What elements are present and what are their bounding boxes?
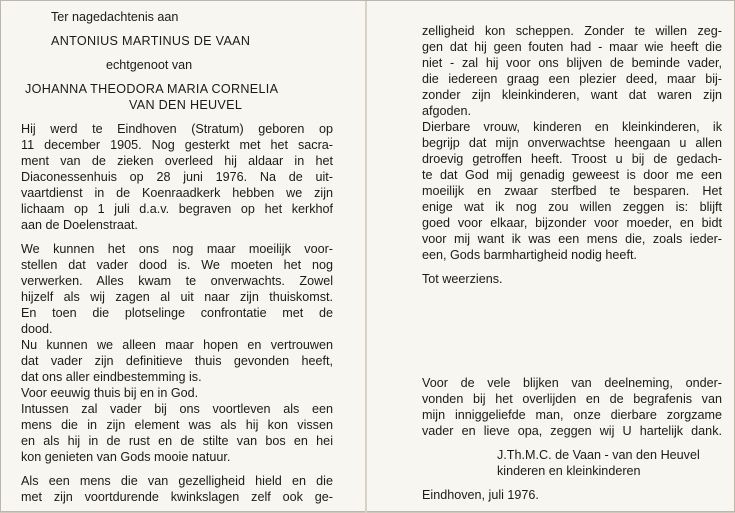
body-line: stellen dat vader dood is. We moeten het nog — [21, 258, 333, 272]
place-date: Eindhoven, juli 1976. — [422, 488, 539, 502]
body-line: dat ons aller eindbestemming is. — [21, 370, 202, 384]
right-page — [422, 1, 722, 511]
body-line: begrijp dat mijn onverwachtse heengaan u allen — [422, 136, 722, 150]
body-line: goed voor elkaar, bijzonder voor moeder, en bidt — [422, 216, 722, 230]
thanks-line: Voor de vele blijken van deelneming, onder- — [422, 376, 722, 390]
thanks-line: vonden bij het overlijden en de begrafenis van — [422, 392, 722, 406]
dedication: Ter nagedachtenis aan — [51, 10, 179, 24]
body-line: gen dat hij geen fouten had - maar wie heeft die — [422, 40, 722, 54]
body-line: zonder zijn kleinkinderen, want dat waren zijn — [422, 88, 722, 102]
body-line: verwerken. Alles kwam te onverwachts. Zowel — [21, 274, 333, 288]
body-line: mens die in zijn element was als hij kon vissen — [21, 418, 333, 432]
body-line: zelligheid kon scheppen. Zonder te willen zeg- — [422, 24, 722, 38]
bio-line: aan de Doelenstraat. — [21, 218, 138, 232]
body-line: met zijn voortdurende kwinkslagen zelf ook ge- — [21, 490, 333, 504]
body-line: Dierbare vrouw, kinderen en kleinkinderen, ik — [422, 120, 722, 134]
bio-line: Hij werd te Eindhoven (Stratum) geboren op — [21, 122, 333, 136]
body-line: Intussen zal vader bij ons voortleven als een — [21, 402, 333, 416]
card-fold — [365, 1, 367, 513]
body-line: Als een mens die van gezelligheid hield en die — [21, 474, 333, 488]
bio-line: ment van de zieken overleed hij aldaar in het — [21, 154, 333, 168]
body-line: hijzelf als wij zagen al uit naar zijn thuiskomst. — [21, 290, 333, 304]
spouse-name: VAN DEN HEUVEL — [129, 98, 243, 112]
bio-line: 11 december 1905. Nog gesterkt met het sacra- — [21, 138, 333, 152]
body-line: voor mij want ik was een mens die, zoals ieder- — [422, 232, 722, 246]
body-line: Nu kunnen we alleen maar hopen en vertrouwen — [21, 338, 333, 352]
body-line: We kunnen het ons nog maar moeilijk voor- — [21, 242, 333, 256]
thanks-line: mijn inniggeliefde man, onze dierbare zorgzame — [422, 408, 722, 422]
left-page — [21, 1, 333, 511]
body-line: Voor eeuwig thuis bij en in God. — [21, 386, 199, 400]
body-line: en als hij in de rust en de stilte van bos en hei — [21, 434, 333, 448]
body-line: te dat God mij genadig geweest is door me een — [422, 168, 722, 182]
bio-line: Diaconessenhuis op 28 juni 1976. Na de uit- — [21, 170, 333, 184]
spouse-name: JOHANNA THEODORA MARIA CORNELIA — [25, 82, 279, 96]
body-line: En toen die plotselinge confrontatie met de — [21, 306, 333, 320]
closing-line: Tot weerziens. — [422, 272, 503, 286]
signature: kinderen en kleinkinderen — [497, 464, 641, 478]
body-line: moeilijk en zwaar sterfbed te besparen. Het — [422, 184, 722, 198]
body-line: dat vader zijn definitieve thuis gevonden heeft, — [21, 354, 333, 368]
body-line: droevig getroffen heeft. Troost u bij de gedach- — [422, 152, 722, 166]
bio-line: vaartdienst in de Koenraadkerk hebben we zijn — [21, 186, 333, 200]
body-line: kon genieten van Gods mooie natuur. — [21, 450, 231, 464]
signature: J.Th.M.C. de Vaan - van den Heuvel — [497, 448, 700, 462]
body-line: enige wat ik nog zou willen zeggen is: blijft — [422, 200, 722, 214]
body-line: dood. — [21, 322, 53, 336]
body-line: afgoden. — [422, 104, 472, 118]
body-line: die iedereen graag een plezier deed, maar bij- — [422, 72, 722, 86]
spouse-intro: echtgenoot van — [106, 58, 193, 72]
thanks-line: vader en lieve opa, zeggen wij U hartelijk dank. — [422, 424, 722, 438]
body-line: niet - zal hij voor ons blijven de beminde vader, — [422, 56, 722, 70]
body-line: een, Gods barmhartigheid nodig heeft. — [422, 248, 637, 262]
deceased-name: ANTONIUS MARTINUS DE VAAN — [51, 34, 251, 48]
bio-line: lichaam op 1 juli d.a.v. begraven op het kerkhof — [21, 202, 333, 216]
